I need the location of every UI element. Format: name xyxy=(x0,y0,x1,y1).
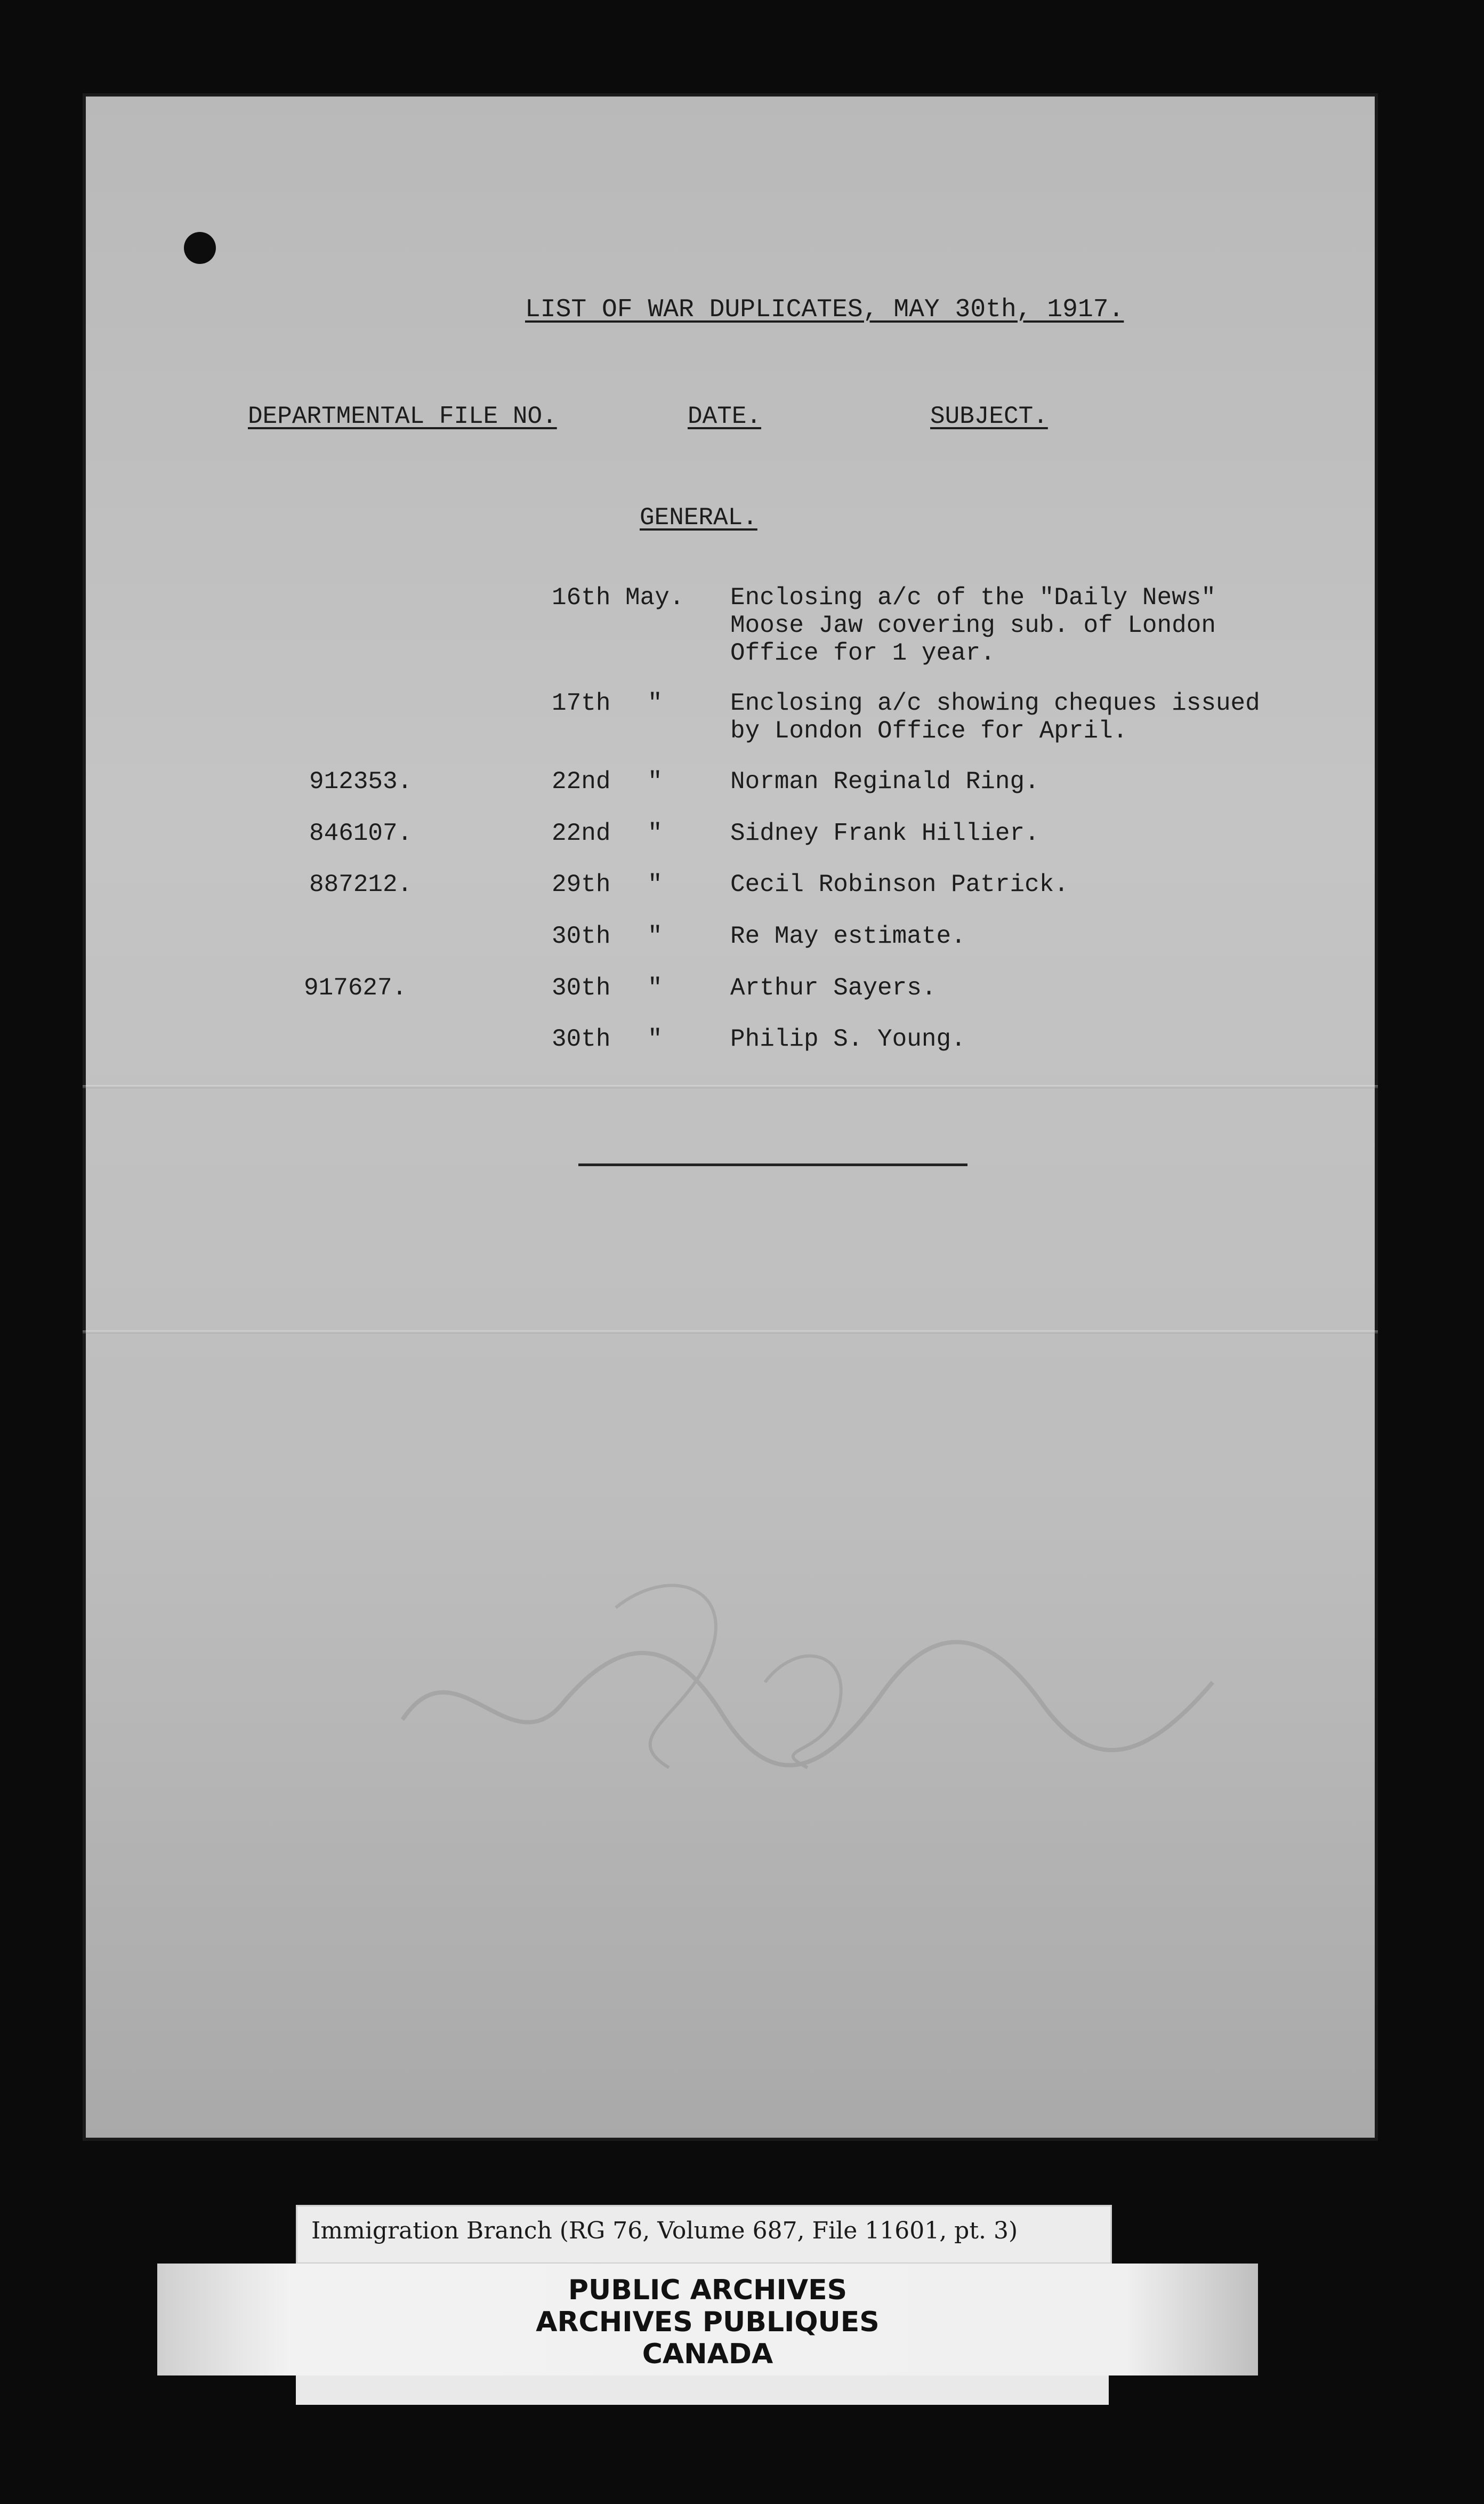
row-file-no: 912353. xyxy=(309,768,413,796)
watermark-flourish xyxy=(392,1544,1223,1810)
row-file-no: 846107. xyxy=(309,820,413,847)
row-subject-line: Office for 1 year. xyxy=(730,639,995,667)
row-ditto-mark: " xyxy=(648,1025,663,1053)
column-header-date: DATE. xyxy=(688,403,762,430)
bottom-label-strip xyxy=(296,2375,1109,2405)
row-subject-line: Arthur Sayers. xyxy=(730,974,937,1002)
page-fold-lower xyxy=(83,1330,1378,1334)
row-subject-line: Enclosing a/c of the "Daily News" xyxy=(730,584,1216,612)
row-date: 30th xyxy=(552,974,611,1002)
row-date: 16th May. xyxy=(552,584,684,612)
archive-reference-label xyxy=(296,2205,1112,2264)
closing-rule xyxy=(578,1163,967,1166)
section-heading: GENERAL. xyxy=(640,504,757,532)
stamp-line: CANADA xyxy=(642,2338,773,2370)
row-ditto-mark: " xyxy=(648,689,663,717)
row-ditto-mark: " xyxy=(648,820,663,847)
row-file-no: 917627. xyxy=(304,974,407,1002)
row-date: 30th xyxy=(552,922,611,950)
row-ditto-mark: " xyxy=(648,871,663,898)
archives-stamp xyxy=(157,2264,1258,2375)
document-page xyxy=(83,93,1378,2141)
row-date: 22nd xyxy=(552,820,611,847)
row-date: 22nd xyxy=(552,768,611,796)
row-date: 17th xyxy=(552,689,611,717)
row-date: 30th xyxy=(552,1025,611,1053)
row-ditto-mark: " xyxy=(648,768,663,796)
document-title: LIST OF WAR DUPLICATES, MAY 30th, 1917. xyxy=(525,295,1124,324)
column-header-file-no: DEPARTMENTAL FILE NO. xyxy=(248,403,557,430)
row-ditto-mark: " xyxy=(648,974,663,1002)
stamp-line: PUBLIC ARCHIVES xyxy=(568,2274,848,2306)
row-subject-line: Re May estimate. xyxy=(730,922,966,950)
row-subject-line: Enclosing a/c showing cheques issued xyxy=(730,689,1260,717)
row-date: 29th xyxy=(552,871,611,898)
row-file-no: 887212. xyxy=(309,871,413,898)
page-fold-upper xyxy=(83,1085,1378,1088)
column-header-subject: SUBJECT. xyxy=(930,403,1048,430)
archive-reference-text: Immigration Branch (RG 76, Volume 687, File 11601, pt. 3) xyxy=(311,2217,1018,2244)
stamp-line: ARCHIVES PUBLIQUES xyxy=(536,2306,880,2338)
punch-hole xyxy=(184,232,216,264)
row-subject-line: Moose Jaw covering sub. of London xyxy=(730,612,1216,639)
row-subject-line: Philip S. Young. xyxy=(730,1025,966,1053)
row-ditto-mark: " xyxy=(648,922,663,950)
row-subject-line: Norman Reginald Ring. xyxy=(730,768,1039,796)
row-subject-line: Sidney Frank Hillier. xyxy=(730,820,1039,847)
row-subject-line: Cecil Robinson Patrick. xyxy=(730,871,1069,898)
row-subject-line: by London Office for April. xyxy=(730,717,1128,745)
